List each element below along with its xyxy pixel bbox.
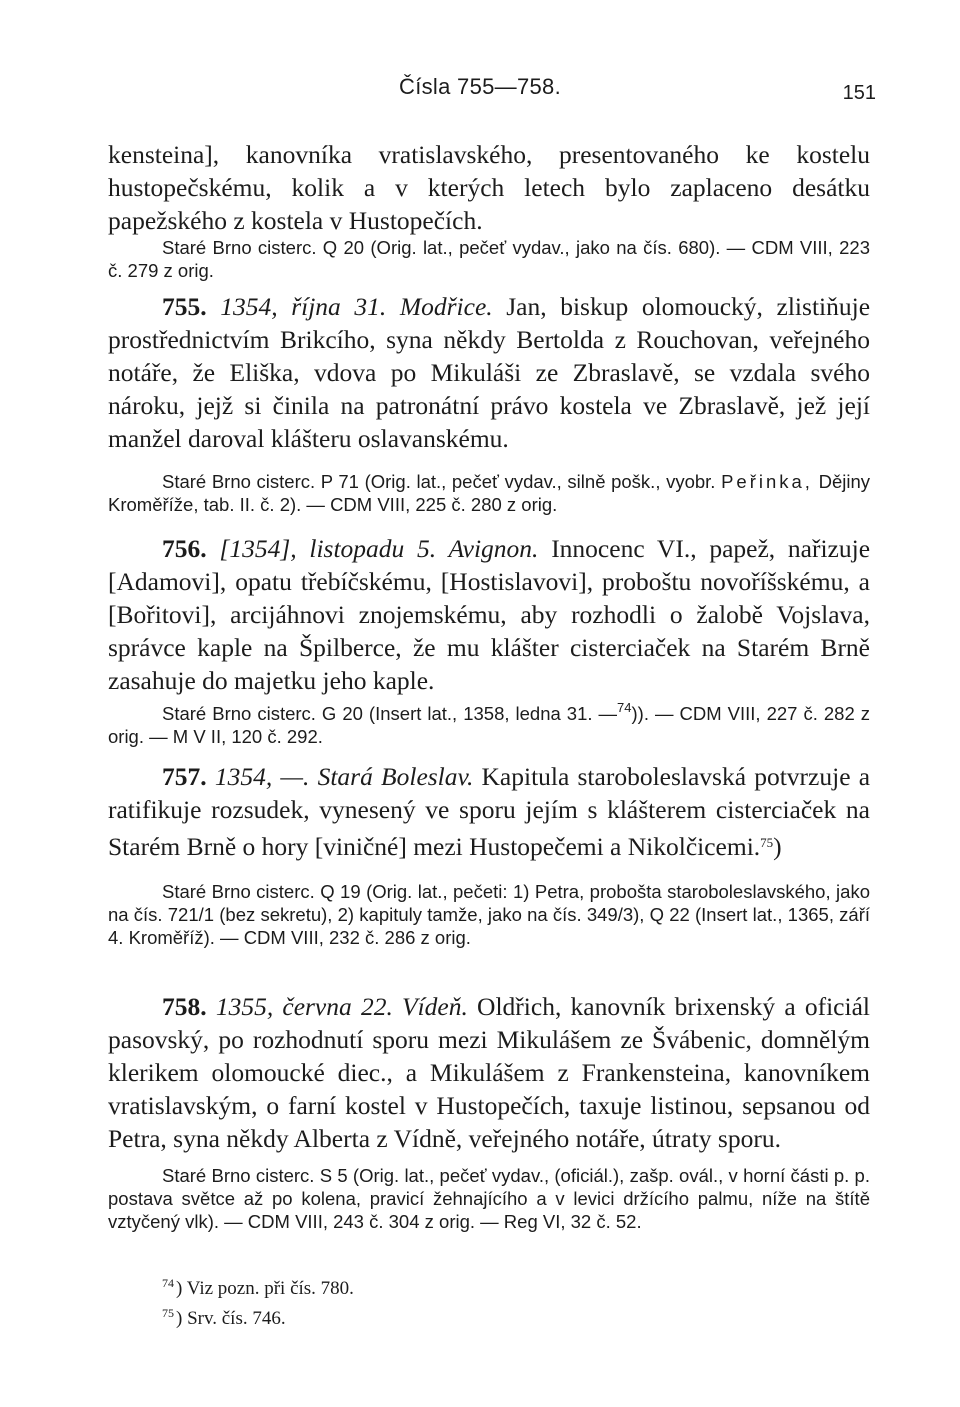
page-number: 151 <box>842 82 876 104</box>
entry-date-place: 1355, června 22. Vídeň. <box>215 992 468 1021</box>
footnote-ref: 75 <box>760 835 774 850</box>
note-text: )). — CDM VIII, 227 č. 282 z orig. — M V II, 120 č. 292. <box>108 703 870 747</box>
entry-text-end: ) <box>773 832 782 861</box>
entry-758 <box>108 990 870 1155</box>
entry-text: Innocenc VI., papež, nařizuje [Adamovi], opatu třebíčskému, [Hostislavovi], proboštu novoříšskému, a [Bořitovi], arcijáhnovi znojemskému, aby rozhodli o žalobě Vojslava, správce kaple na Špilberce, že mu klášter cisterciaček na Starém Brně zasahuje do majetku jeho kaple. <box>108 534 871 695</box>
entry-text: Kapitula staroboleslavská potvrzuje a ratifikuje rozsudek, vynesený ve sporu jejím s klášterem cisterciaček na Starém Brně o hory [viničné] mezi Hustopečemi a Nikolčicemi. <box>108 762 871 861</box>
entry-date-place: [1354], listopadu 5. Avignon. <box>219 534 539 563</box>
running-title: Čísla 755—758. <box>399 74 561 99</box>
footnote-text: ) Srv. čís. 746. <box>176 1308 286 1329</box>
entry-755-note <box>108 470 870 516</box>
entry-text: Jan, biskup olomoucký, zlistiňuje prostřednictvím Brikcího, syna někdy Bertolda z Rouchovan, veřejného notáře, že Eliška, vdova po Mikuláši ze Zbraslavě, se vzdala svého nároku, jejž si činila na patronátní právo kostela ve Zbraslavě, jež její manžel daroval klášteru oslavanskému. <box>108 292 871 453</box>
entry-755 <box>108 290 870 455</box>
entry-757 <box>108 760 870 863</box>
entry-756 <box>108 532 870 697</box>
entry-number: 758. <box>162 992 207 1021</box>
entry-text: Oldřich, kanovník brixenský a oficiál pasovský, po rozhodnutí sporu mezi Mikulášem ze Švábenic, domnělým klerikem olomoucké diec., a Mikulášem z Frankensteina, kanovníkem vratislavským, o farní kostel v Hustopečích, taxuje listinou, sepsanou od Petra, syna někdy Alberta z Vídně, veřejného notáře, útraty sporu. <box>108 992 870 1153</box>
note-text: Staré Brno cisterc. G 20 (Insert lat., 1358, ledna 31. — <box>162 703 618 724</box>
entry-756-note <box>108 696 870 748</box>
footnote-ref: 74 <box>617 700 632 715</box>
continuation-note: Staré Brno cisterc. Q 20 (Orig. lat., pečeť vydav., jako na čís. 680). — CDM VIII, 223 č. 279 z orig. <box>108 237 870 281</box>
entry-date-place: 1354, října 31. Modřice. <box>220 292 493 321</box>
footnote-mark: 74 <box>162 1276 174 1290</box>
footnote-mark: 75 <box>162 1306 174 1320</box>
note-author: Peřinka, <box>721 471 813 492</box>
page-header <box>0 66 960 106</box>
entry-number: 755. <box>162 292 207 321</box>
entry-number: 757. <box>162 762 207 791</box>
entry-date-place: 1354, —. Stará Boleslav. <box>214 762 474 791</box>
footnotes <box>162 1271 662 1331</box>
note-text: Dějiny Kroměříže, tab. II. č. 2). — CDM VIII, 225 č. 280 z orig. <box>108 471 870 515</box>
footnote-75 <box>162 1301 662 1331</box>
note-text: Staré Brno cisterc. P 71 (Orig. lat., pečeť vydav., silně pošk., vyobr. <box>162 471 716 492</box>
footnote-74 <box>162 1271 662 1301</box>
footnote-text: ) Viz pozn. při čís. 780. <box>176 1278 354 1299</box>
entry-number: 756. <box>162 534 207 563</box>
entry-757-note: Staré Brno cisterc. Q 19 (Orig. lat., pečeti: 1) Petra, probošta staroboleslavského, jako na čís. 721/1 (bez sekretu), 2) kapituly tamže, jako na čís. 349/3), Q 22 (Insert lat., 1365, září 4. Kroměříž). — CDM VIII, 232 č. 286 z orig. <box>108 881 870 948</box>
entry-758-note: Staré Brno cisterc. S 5 (Orig. lat., pečeť vydav., (oficiál.), zašp. ovál., v horní části p. p. postava světce až po kolena, pravicí žehnajícího a v levici držícího palmu, níže na štítě vztyčený vlk). — CDM VIII, 243 č. 304 z orig. — Reg VI, 32 č. 52. <box>108 1165 870 1232</box>
continuation-text: kensteina], kanovníka vratislavského, presentovaného ke kostelu hustopečskému, kolik a v kterých letech bylo zaplaceno desátku papežského z kostela v Hustopečích. <box>108 140 870 235</box>
